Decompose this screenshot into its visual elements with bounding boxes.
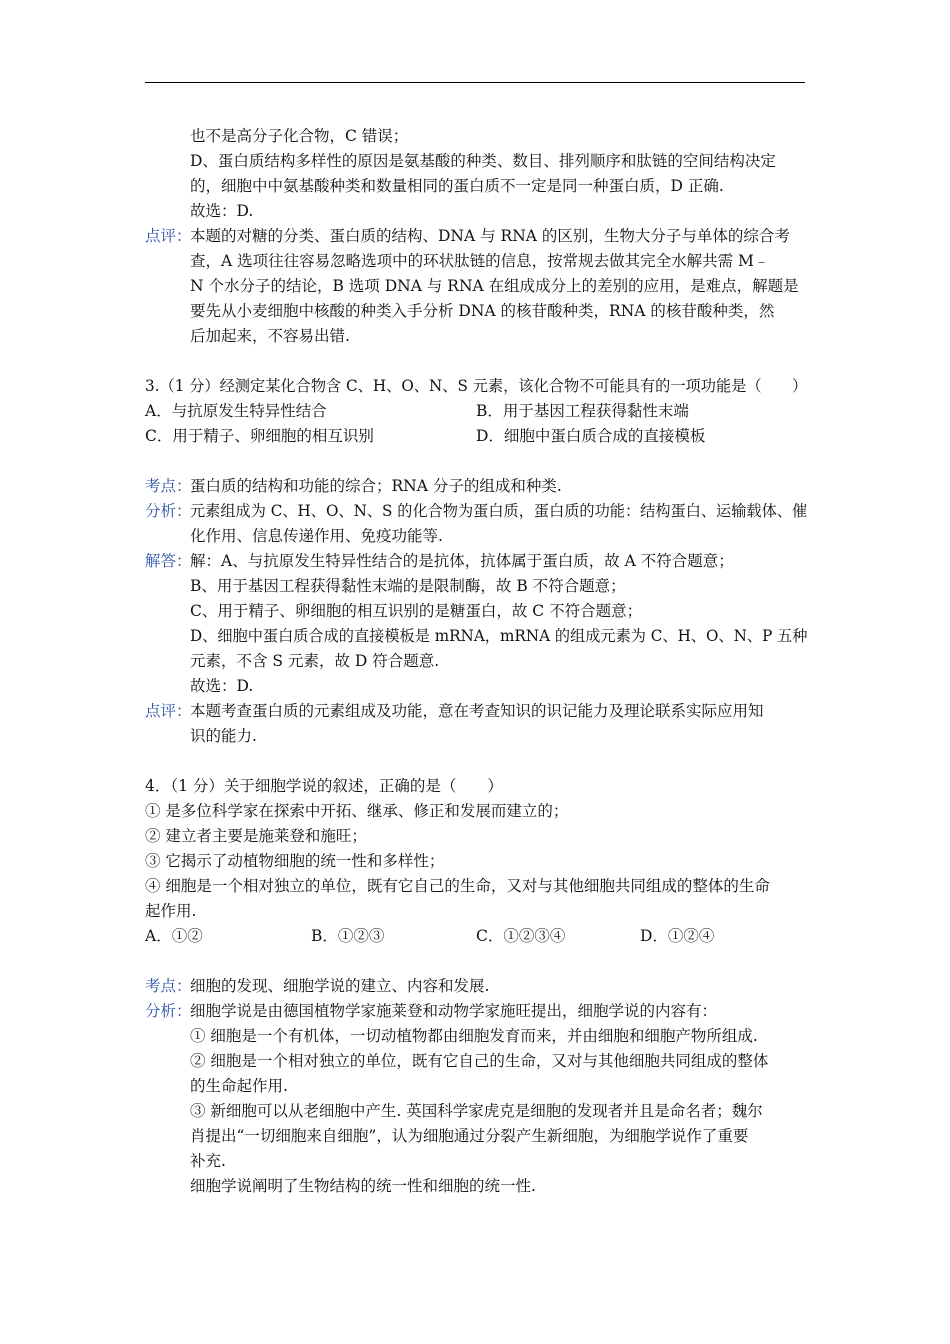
answer-line: 故选：D. (190, 677, 254, 695)
statement: ④ 细胞是一个相对独立的单位，既有它自己的生命，又对与其他细胞共同组成的整体的生命 (145, 877, 770, 895)
statement: ③ 它揭示了动植物细胞的统一性和多样性； (145, 852, 445, 870)
question-stem: 4．（1 分）关于细胞学说的叙述，正确的是（ ） (145, 777, 503, 795)
text-line: B、用于基因工程获得黏性末端的是限制酶，故 B 不符合题意； (190, 577, 626, 595)
text-line: 的生命起作用. (190, 1077, 288, 1095)
text-line: ① 细胞是一个有机体，一切动植物都由细胞发育而来，并由细胞和细胞产物所组成. (190, 1027, 758, 1045)
jieda-label: 解答： (145, 552, 192, 570)
text-line: 本题的对糖的分类、蛋白质的结构、DNA 与 RNA 的区别，生物大分子与单体的综合考 (190, 227, 790, 245)
text-line: 蛋白质的结构和功能的综合；RNA 分子的组成和种类. (190, 477, 562, 495)
text-line: 要先从小麦细胞中核酸的种类入手分析 DNA 的核苷酸种类，RNA 的核苷酸种类，然 (190, 302, 775, 320)
kaodian-label: 考点： (145, 477, 192, 495)
text-line: 元素组成为 C、H、O、N、S 的化合物为蛋白质，蛋白质的功能：结构蛋白、运输载体、催 (190, 502, 808, 520)
text-line: N 个水分子的结论，B 选项 DNA 与 RNA 在组成成分上的差别的应用，是难点，解题是 (190, 277, 799, 295)
question-stem: 3.（1 分）经测定某化合物含 C、H、O、N、S 元素，该化合物不可能具有的一项功能是（ ） (145, 377, 808, 395)
review-label: 点评： (145, 227, 192, 245)
statement: ② 建立者主要是施莱登和施旺； (145, 827, 367, 845)
text-line: ② 细胞是一个相对独立的单位，既有它自己的生命，又对与其他细胞共同组成的整体 (190, 1052, 769, 1070)
text-line: 解：A、与抗原发生特异性结合的是抗体，抗体属于蛋白质，故 A 不符合题意； (190, 552, 734, 570)
text-line: ③ 新细胞可以从老细胞中产生. 英国科学家虎克是细胞的发现者并且是命名者；魏尔 (190, 1102, 763, 1120)
option-c: C．用于精子、卵细胞的相互识别 (145, 427, 374, 445)
option-a: A．①② (145, 927, 203, 945)
text-line: 查，A 选项往往容易忽略选项中的环状肽链的信息，按常规去做其完全水解共需 M﹣ (190, 252, 770, 270)
text-line: 化作用、信息传递作用、免疫功能等. (190, 527, 443, 545)
text-line: 也不是高分子化合物，C 错误； (190, 127, 409, 145)
text-line: 细胞学说是由德国植物学家施莱登和动物学家施旺提出，细胞学说的内容有： (190, 1002, 718, 1020)
statement: ① 是多位科学家在探索中开拓、继承、修正和发展而建立的； (145, 802, 569, 820)
text-line: D、细胞中蛋白质合成的直接模板是 mRNA，mRNA 的组成元素为 C、H、O、N、P 五种 (190, 627, 808, 645)
text-line: 补充. (190, 1152, 226, 1170)
header-rule (145, 82, 805, 83)
text-line: 识的能力. (190, 727, 257, 745)
option-d: D．细胞中蛋白质合成的直接模板 (476, 427, 706, 445)
statement: 起作用. (145, 902, 197, 920)
option-d: D．①②④ (640, 927, 715, 945)
fenxi-label: 分析： (145, 1002, 192, 1020)
kaodian-label: 考点： (145, 977, 192, 995)
text-line: 元素，不含 S 元素，故 D 符合题意. (190, 652, 440, 670)
text-line: 细胞的发现、细胞学说的建立、内容和发展. (190, 977, 490, 995)
text-line: C、用于精子、卵细胞的相互识别的是糖蛋白，故 C 不符合题意； (190, 602, 643, 620)
answer-line: 故选：D. (190, 202, 254, 220)
text-line: 肖提出“一切细胞来自细胞”，认为细胞通过分裂产生新细胞，为细胞学说作了重要 (190, 1127, 749, 1145)
fenxi-label: 分析： (145, 502, 192, 520)
text-line: 本题考查蛋白质的元素组成及功能，意在考查知识的识记能力及理论联系实际应用知 (190, 702, 764, 720)
option-a: A．与抗原发生特异性结合 (145, 402, 327, 420)
text-line: 后加起来，不容易出错. (190, 327, 350, 345)
dianping-label: 点评： (145, 702, 192, 720)
text-line: D、蛋白质结构多样性的原因是氨基酸的种类、数目、排列顺序和肽链的空间结构决定 (190, 152, 776, 170)
option-b: B．用于基因工程获得黏性末端 (476, 402, 689, 420)
option-b: B．①②③ (311, 927, 385, 945)
text-line: 细胞学说阐明了生物结构的统一性和细胞的统一性. (190, 1177, 536, 1195)
option-c: C．①②③④ (476, 927, 566, 945)
text-line: 的，细胞中中氨基酸种类和数量相同的蛋白质不一定是同一种蛋白质，D 正确. (190, 177, 724, 195)
